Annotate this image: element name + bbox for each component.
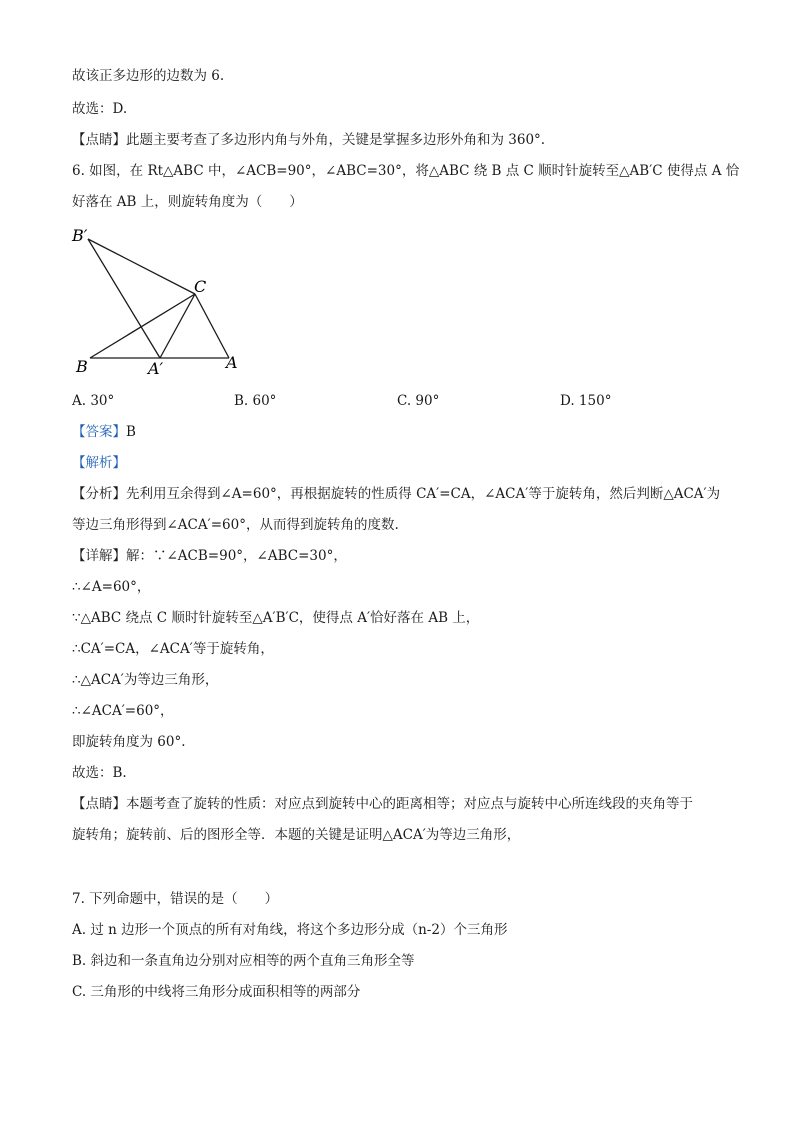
comment-line: 【点睛】本题考查了旋转的性质：对应点到旋转中心的距离相等；对应点与旋转中心所连线段的夹角等于 xyxy=(72,796,693,812)
detail-line: ∴△ACA′为等边三角形， xyxy=(72,672,219,688)
segment-aprime-c xyxy=(160,294,195,358)
detail-line: ∵△ABC 绕点 C 顺时针旋转至△A′B′C，使得点 A′恰好落在 AB 上， xyxy=(72,610,480,626)
label-a: A xyxy=(226,353,238,372)
label-a-prime: A′ xyxy=(148,359,164,378)
segment-c-a xyxy=(195,294,229,358)
option-a: A. 30° xyxy=(72,393,115,409)
option-d: D. 150° xyxy=(560,393,612,409)
question-7-option-c: C. 三角形的中线将三角形分成面积相等的两部分 xyxy=(72,984,361,1000)
answer-tag: 【答案】 xyxy=(72,424,126,440)
analysis-tag: 【解析】 xyxy=(72,455,126,471)
label-c: C xyxy=(194,277,207,296)
rotation-figure xyxy=(66,222,256,382)
analysis-line: 【分析】先利用互余得到∠A=60°，再根据旋转的性质得 CA′=CA，∠ACA′等于旋转角，然后判断△ACA′为 xyxy=(72,486,721,502)
text-line: 故选：D. xyxy=(72,101,128,117)
detail-line: 即旋转角度为 60°. xyxy=(72,734,186,750)
answer-value: B xyxy=(126,424,136,440)
analysis-line: 等边三角形得到∠ACA′=60°，从而得到旋转角的度数. xyxy=(72,517,399,533)
option-b: B. 60° xyxy=(234,393,277,409)
question-7-stem: 7. 下列命题中，错误的是（ ） xyxy=(72,891,279,907)
detail-line: 【详解】解：∵∠ACB=90°，∠ABC=30°， xyxy=(72,548,347,564)
text-line: 【点睛】此题主要考查了多边形内角与外角，关键是掌握多边形外角和为 360°. xyxy=(72,132,546,148)
detail-line: 故选：B. xyxy=(72,765,127,781)
label-b: B xyxy=(76,357,88,376)
segment-b-c xyxy=(90,294,195,358)
comment-line: 旋转角；旋转前、后的图形全等．本题的关键是证明△ACA′为等边三角形， xyxy=(72,827,521,843)
question-6-stem: 6. 如图，在 Rt△ABC 中，∠ACB=90°，∠ABC=30°，将△ABC 绕 B 点 C 顺时针旋转至△AB′C 使得点 A 恰 xyxy=(72,163,740,179)
detail-line: ∴∠ACA′=60°， xyxy=(72,703,174,719)
question-7-option-a: A. 过 n 边形一个顶点的所有对角线，将这个多边形分成（n-2）个三角形 xyxy=(72,922,508,938)
option-c: C. 90° xyxy=(397,393,440,409)
label-b-prime: B′ xyxy=(72,226,88,245)
question-6-stem-cont: 好落在 AB 上，则旋转角度为（ ） xyxy=(72,194,303,210)
detail-line: ∴CA′=CA，∠ACA′等于旋转角， xyxy=(72,641,274,657)
text-line: 故该正多边形的边数为 6. xyxy=(72,68,225,84)
detail-line: ∴∠A=60°， xyxy=(72,579,151,595)
answer-line xyxy=(72,422,136,442)
question-7-option-b: B. 斜边和一条直角边分别对应相等的两个直角三角形全等 xyxy=(72,953,415,969)
